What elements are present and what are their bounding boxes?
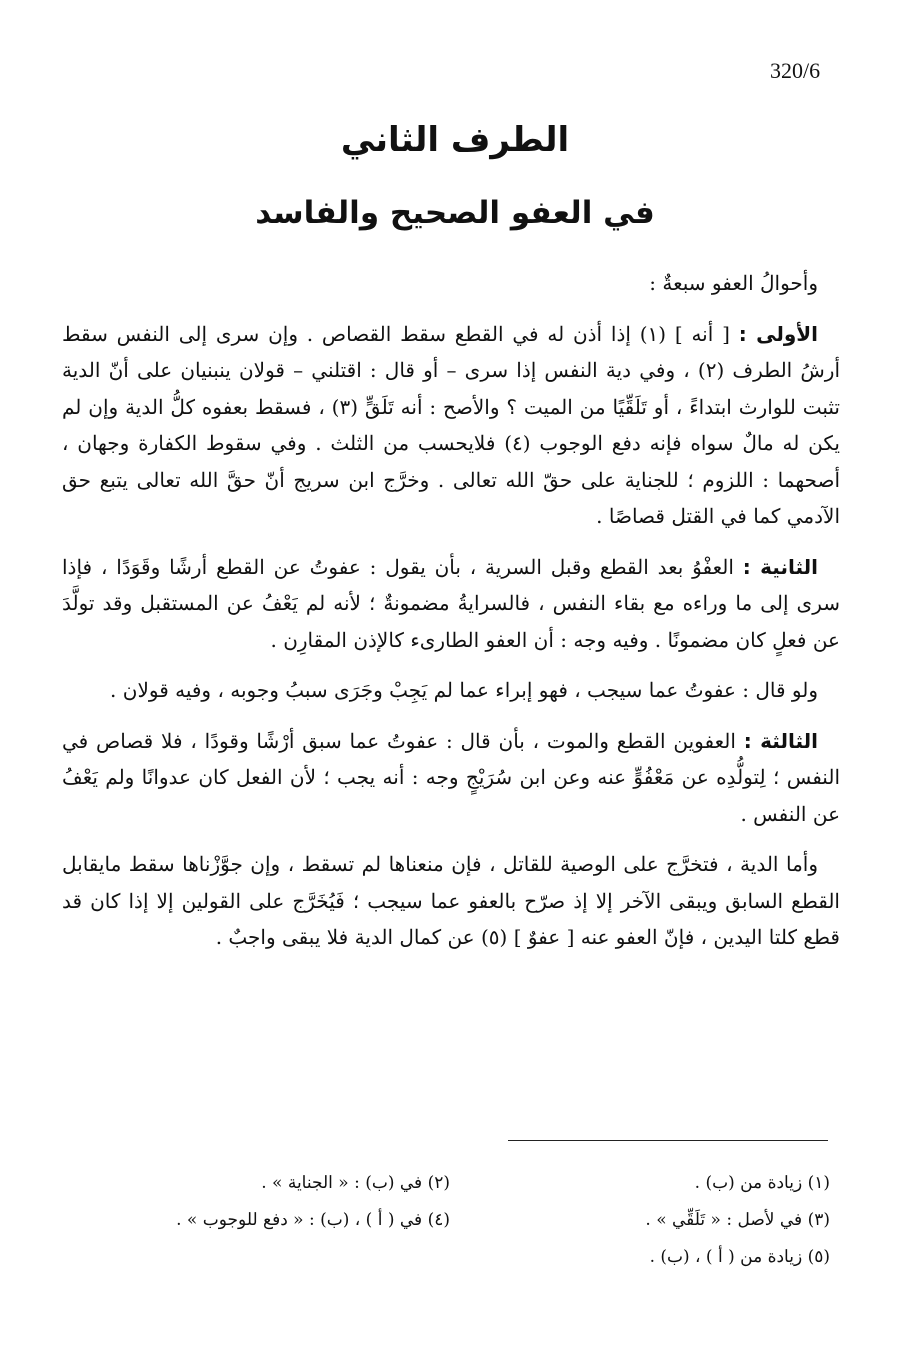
paragraph-lead: الثالثة : bbox=[743, 728, 819, 753]
footnote-divider bbox=[508, 1140, 828, 1141]
paragraph-text: ولو قال : عفوتُ عما سيجب ، فهو إبراء عما لم يَجِبْ وجَرَى سببُ وجوبه ، وفيه قولان . bbox=[110, 678, 818, 702]
paragraph-text: وأحوالُ العفو سبعةٌ : bbox=[649, 271, 818, 295]
page-number: 320/6 bbox=[770, 58, 821, 83]
paragraph-first bbox=[62, 316, 840, 535]
paragraph-intro bbox=[62, 265, 840, 302]
footnote-4: (٤) في ( أ ) ، (ب) : « دفع للوجوب » . bbox=[176, 1210, 450, 1230]
paragraph-text: وأما الدية ، فتخرَّج على الوصية للقاتل ، فإن منعناها لم تسقط ، وإن جوَّزْناها سقط مايقابل القطع السابق ويبقى الآخر إلا إذ صرّح بالعفو عما سيجب ؛ فَيُخَرَّج على القولين إلا إذا كان قد قطع كلتا اليدين ، فإنّ العفو عنه [ عفوٌ ] (٥) عن كمال الدية فلا يبقى واجبٌ . bbox=[62, 852, 840, 949]
footnote-row bbox=[70, 1165, 830, 1202]
footnotes bbox=[70, 1165, 830, 1276]
paragraph-lead: الثانية : bbox=[742, 554, 818, 579]
footnote-5: (٥) زيادة من ( أ ) ، (ب) . bbox=[649, 1247, 830, 1267]
footnote-2: (٢) في (ب) : « الجناية » . bbox=[261, 1173, 450, 1193]
paragraph-text: العفْوُ بعد القطع وقبل السرية ، بأن يقول : عفوتُ عن القطع أرشًا وقَوَدًا ، فإذا سرى إلى ما وراءه مع بقاء النفس ، فالسرايةُ مضمونةٌ ؛ لأنه لم يَعْفُ عن المستقبل وقد تولَّدَ عن فعلٍ كان مضمونًا . وفيه وجه : أن العفو الطارىء كالإذن المقارِن . bbox=[62, 554, 840, 652]
paragraph-diya bbox=[62, 846, 840, 956]
section-title: الطرف الثاني bbox=[340, 120, 570, 160]
footnote-3: (٣) في لأصل : « تَلَقِّي » . bbox=[645, 1210, 830, 1230]
paragraph-third bbox=[62, 723, 840, 833]
section-subtitle: في العفو الصحيح والفاسد bbox=[255, 195, 655, 231]
footnote-row bbox=[70, 1202, 830, 1239]
paragraph-text: العفوين القطع والموت ، بأن قال : عفوتُ عما سبق أرْشًا وقودًا ، فلا قصاص في النفس ؛ لِتولُّدِه عن مَعْفُوٍّ عنه وعن ابن سُرَيْجٍ وجه : أنه يجب ؛ لأن الفعل كان عدوانًا ولم يَعْفُ عن النفس . bbox=[62, 728, 840, 826]
paragraph-second bbox=[62, 549, 840, 659]
footnote-1: (١) زيادة من (ب) . bbox=[694, 1173, 830, 1193]
paragraph-text: [ أنه ] (١) إذا أذن له في القطع سقط القصاص . وإن سرى إلى النفس سقط أرشُ الطرف (٢) ، وفي دية النفس إذا سرى – أو قال : اقتلني – قولان ينبنيان على أنّ الدية تثبت للوارث ابتداءً ، أو تَلَقِّيًا من الميت ؟ والأصح : أنه تَلَقٍّ (٣) ، فسقط بعفوه كلُّ الدية وإن لم يكن له مالٌ سواه فإنه دفع الوجوب (٤) فلايحسب من الثلث . وفي سقوط الكفارة وجهان ، أصحهما : اللزوم ؛ للجناية على حقّ الله تعالى . وخرَّج ابن سريج أنّ حقَّ الله تعالى يتبع حق الآدمي كما في القتل قصاصًا . bbox=[62, 321, 840, 528]
paragraph-lead: الأولى : bbox=[738, 321, 819, 346]
body-text bbox=[62, 265, 840, 970]
footnote-row bbox=[70, 1239, 830, 1276]
paragraph-second-note bbox=[62, 672, 840, 709]
